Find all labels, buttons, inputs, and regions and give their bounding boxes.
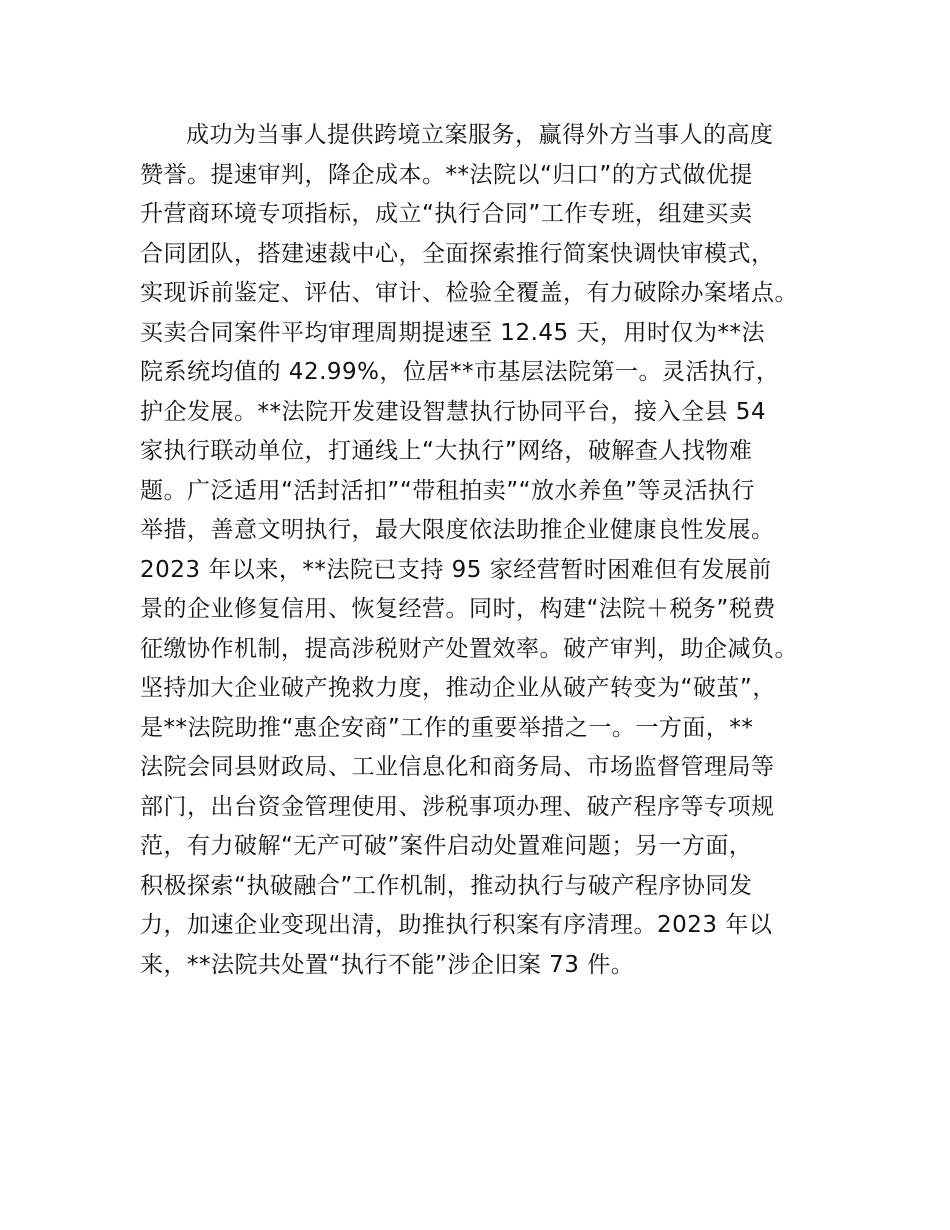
text-line: 2023 年以来，**法院已支持 95 家经营暂时困难但有发展前 [140, 556, 772, 583]
text-line: 范，有力破解“无产可破”案件启动处置难问题；另一方面， [140, 833, 753, 859]
text-line: 买卖合同案件平均审理周期提速至 12.45 天，用时仅为**法 [140, 319, 765, 346]
text-line: 积极探索“执破融合”工作机制，推动执行与破产程序协同发 [140, 872, 753, 899]
text-line: 赞誉。提速审判，降企成本。**法院以“归口”的方式做优提 [140, 161, 753, 188]
text-line: 征缴协作机制，提高涉税财产处置效率。破产审判，助企减负。 [140, 635, 798, 662]
text-line: 题。广泛适用“活封活扣”“带租拍卖”“放水养鱼”等灵活执行 [140, 477, 755, 504]
text-line: 院系统均值的 42.99%，位居**市基层法院第一。灵活执行， [140, 359, 780, 385]
text-line: 部门，出台资金管理使用、涉税事项办理、破产程序等专项规 [140, 793, 775, 820]
text-line: 成功为当事人提供跨境立案服务，赢得外方当事人的高度 [186, 122, 774, 148]
text-line: 力，加速企业变现出清，助推执行积案有序清理。2023 年以 [140, 912, 773, 938]
text-line: 举措，善意文明执行，最大限度依法助推企业健康良性发展。 [140, 517, 775, 543]
text-line: 合同团队，搭建速裁中心，全面探索推行简案快调快审模式， [140, 240, 775, 267]
text-line: 法院会同县财政局、工业信息化和商务局、市场监督管理局等 [140, 754, 775, 780]
body-paragraph [140, 116, 840, 985]
text-line: 实现诉前鉴定、评估、审计、检验全覆盖，有力破除办案堵点。 [140, 280, 798, 306]
text-line: 景的企业修复信用、恢复经营。同时，构建“法院＋税务”税费 [140, 596, 776, 622]
text-line: 坚持加大企业破产挽救力度，推动企业从破产转变为“破茧”， [140, 675, 776, 701]
text-line: 家执行联动单位，打通线上“大执行”网络，破解查人找物难 [140, 438, 753, 464]
text-line: 护企发展。**法院开发建设智慧执行协同平台，接入全县 54 [140, 398, 767, 425]
text-line: 升营商环境专项指标，成立“执行合同”工作专班，组建买卖 [140, 201, 753, 227]
text-line: 来，**法院共处置“执行不能”涉企旧案 73 件。 [140, 951, 635, 978]
text-line: 是**法院助推“惠企安商”工作的重要举措之一。一方面，** [140, 714, 754, 741]
